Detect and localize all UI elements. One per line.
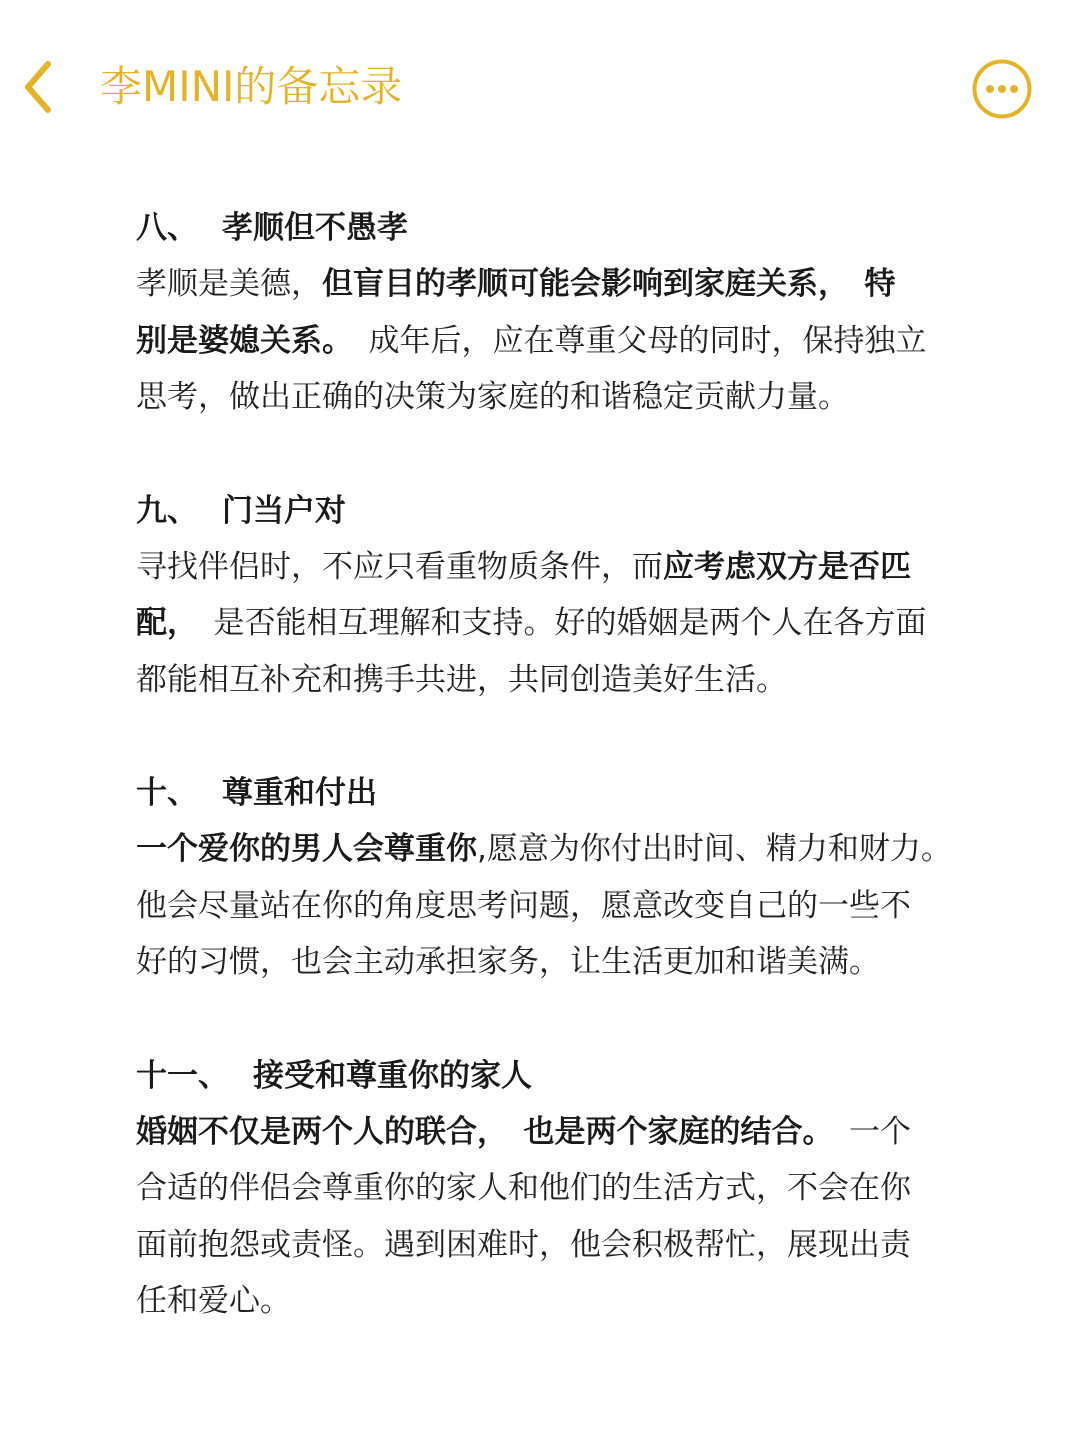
body-text: 成年后，应在尊重父母的同时，保持独立: [337, 322, 927, 359]
section-number: 十、: [136, 775, 198, 811]
back-button[interactable]: [18, 58, 62, 116]
emphasized-text: 婚姻不仅是两个人的联合， 也是两个家庭的结合。: [136, 1113, 818, 1150]
body-line: [136, 652, 996, 709]
body-line: [136, 1217, 996, 1274]
body-line: [136, 1104, 996, 1161]
body-text: 思考，做出正确的决策为家庭的和谐稳定贡献力量。: [136, 379, 849, 415]
emphasized-text: 但盲目的孝顺可能会影响到家庭关系， 特: [322, 266, 896, 302]
body-text: 他会尽量站在你的角度思考问题，愿意改变自己的一些不: [136, 887, 911, 924]
body-text: ,愿意为你付出时间、精力和财力。: [477, 831, 952, 867]
body-text: 合适的伴侣会尊重你的家人和他们的生活方式，不会在你: [136, 1170, 911, 1206]
section-heading: [136, 765, 996, 821]
memo-section: [136, 483, 996, 709]
body-line: [136, 595, 996, 652]
body-line: [136, 369, 996, 426]
section-heading: [136, 200, 996, 256]
emphasized-text: 一个爱你的男人会尊重你: [136, 831, 477, 867]
section-body: [136, 821, 996, 991]
body-text: 是否能相互理解和支持。好的婚姻是两个人在各方面: [182, 605, 927, 641]
section-number: 十一、: [136, 1057, 229, 1094]
section-heading-text: 接受和尊重你的家人: [253, 1057, 532, 1094]
emphasized-text: 配，: [136, 605, 183, 641]
chevron-left-icon: [18, 58, 62, 116]
body-text: 一个: [818, 1113, 911, 1150]
memo-section: [136, 765, 996, 991]
emphasized-text: 应考虑双方是否匹: [663, 548, 911, 585]
section-body: [136, 256, 996, 426]
section-number: 八、: [136, 210, 198, 246]
body-line: [136, 821, 996, 878]
memo-content: [136, 200, 996, 1330]
body-text: 寻找伴侣时，不应只看重物质条件，而: [136, 548, 663, 585]
section-body: [136, 1104, 996, 1330]
section-heading-text: 孝顺但不愚孝: [222, 210, 408, 246]
body-line: [136, 256, 996, 313]
body-line: [136, 313, 996, 370]
memo-section: [136, 1048, 996, 1330]
section-heading: [136, 1048, 996, 1104]
body-line: [136, 539, 996, 596]
body-text: 面前抱怨或责怪。遇到困难时，他会积极帮忙，展现出责: [136, 1226, 911, 1263]
section-body: [136, 539, 996, 709]
header-bar: [0, 0, 1080, 175]
body-text: 好的习惯，也会主动承担家务，让生活更加和谐美满。: [136, 944, 880, 980]
more-horizontal-icon: [971, 58, 1033, 120]
section-heading: [136, 483, 996, 539]
body-line: [136, 934, 996, 991]
section-number: 九、: [136, 492, 198, 529]
body-line: [136, 1273, 996, 1330]
emphasized-text: 别是婆媳关系。: [136, 322, 338, 359]
body-text: 孝顺是美德，: [136, 266, 322, 302]
section-heading-text: 尊重和付出: [222, 775, 377, 811]
memo-section: [136, 200, 996, 426]
section-heading-text: 门当户对: [222, 492, 346, 529]
page-title: 李MINI的备忘录: [100, 62, 403, 111]
body-text: 都能相互补充和携手共进，共同创造美好生活。: [136, 661, 787, 698]
body-line: [136, 878, 996, 935]
body-text: 任和爱心。: [136, 1283, 291, 1319]
body-line: [136, 1160, 996, 1217]
more-options-button[interactable]: [971, 58, 1033, 120]
